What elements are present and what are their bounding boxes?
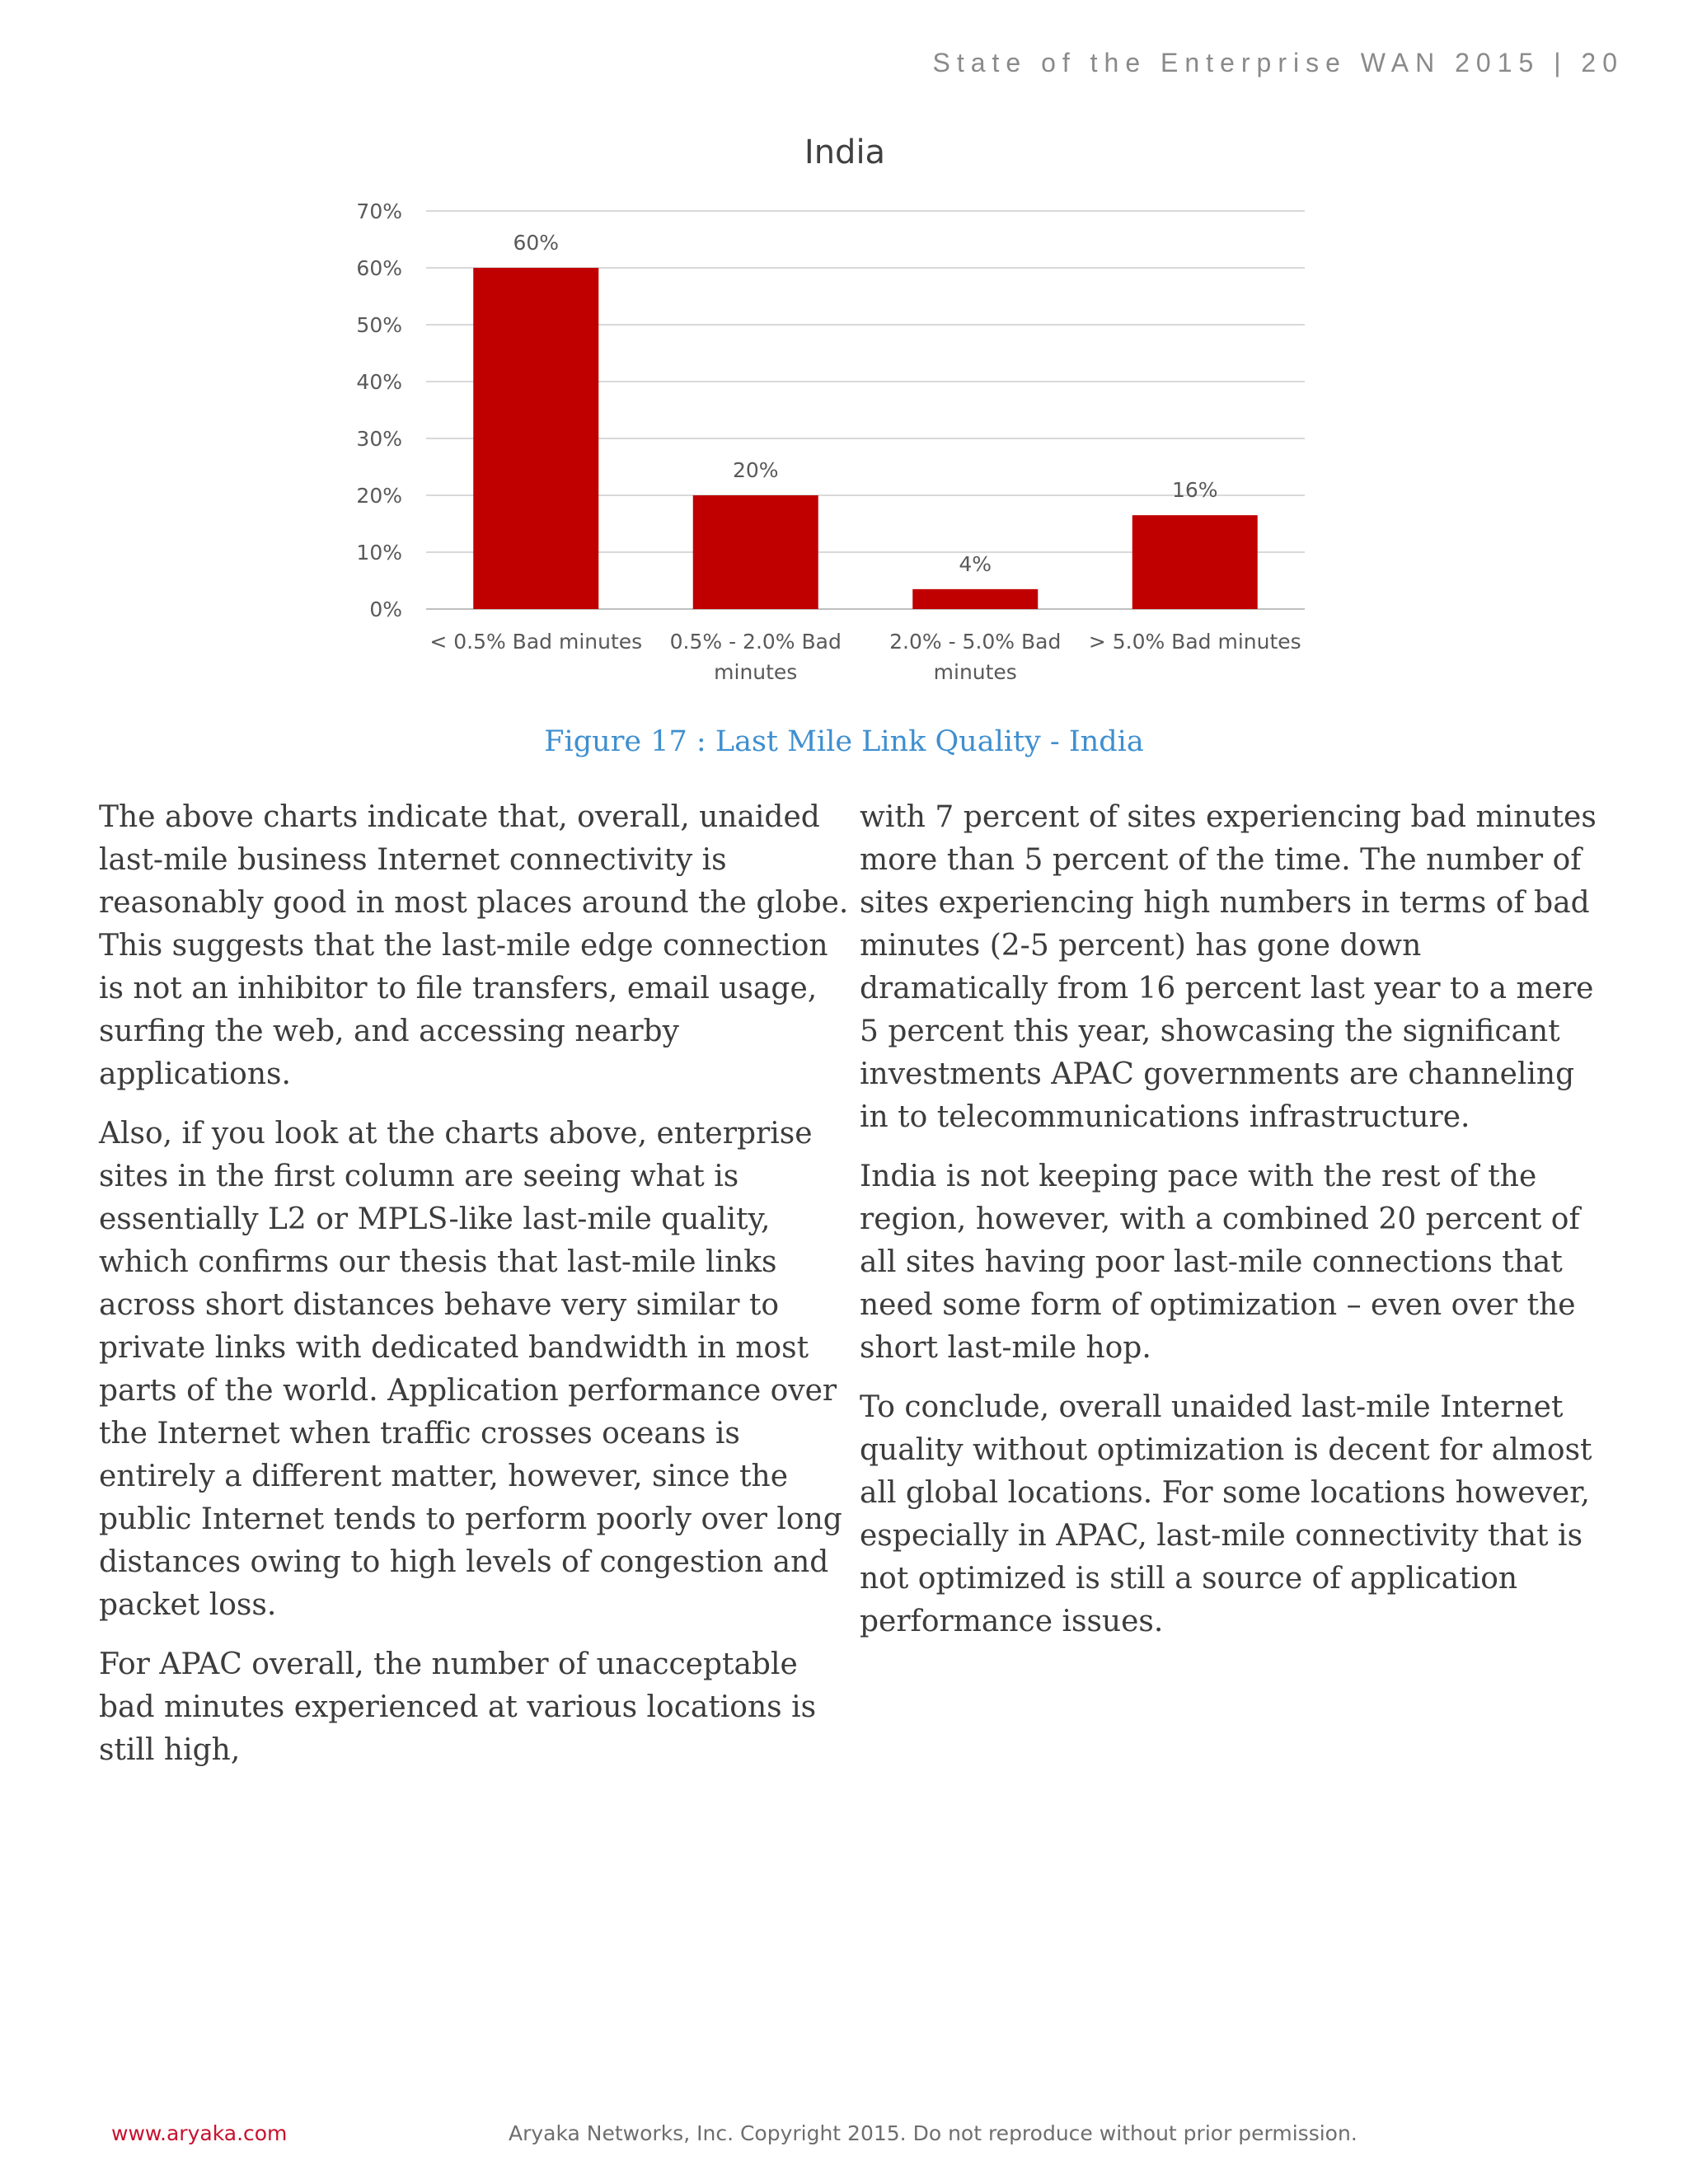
figure-caption: Figure 17 : Last Mile Link Quality - India (544, 725, 1144, 758)
x-tick-label: minutes (933, 660, 1017, 684)
paragraph: For APAC overall, the number of unacceptable bad minutes experienced at various locations is still high, (99, 1647, 817, 1767)
chart-title: India (804, 134, 886, 171)
y-tick-label: 40% (356, 370, 402, 394)
running-header: State of the Enterprise WAN 2015 | 20 (932, 48, 1624, 77)
website-link[interactable]: www.aryaka.com (111, 2121, 288, 2145)
paragraph: Also, if you look at the charts above, enterprise sites in the first column are seeing what is essentially L2 or MPLS-like last-mile quality, which confirms our thesis that last-mile links across short distances behave very similar to private links with dedicated bandwidth in most parts of the world. Application performance over the Internet when traffic crosses oceans is entirely a different matter, however, since the public Internet tends to perform poorly over long distances owing to high levels of congestion and packet loss. (99, 1117, 842, 1622)
x-tick-label: minutes (714, 660, 798, 684)
data-label: 4% (959, 551, 992, 576)
y-tick-label: 20% (356, 484, 402, 508)
y-tick-label: 30% (356, 427, 402, 451)
x-tick-label: 0.5% - 2.0% Bad (669, 630, 842, 654)
bar (912, 589, 1038, 609)
y-tick-label: 60% (356, 256, 402, 280)
paragraph: To conclude, overall unaided last-mile Internet quality without optimization is decent for almost all global locations. For some locations however, especially in APAC, last-mile connectivity that is not optimized is still a source of application performance issues. (860, 1390, 1592, 1638)
body-column-right (860, 796, 1601, 1660)
y-tick-label: 70% (356, 199, 402, 223)
paragraph: India is not keeping pace with the rest of the region, however, with a combined 20 percent of all sites having poor last-mile connections that need some form of optimization – even over the short last-mile hop. (860, 1160, 1580, 1365)
copyright-notice: Aryaka Networks, Inc. Copyright 2015. Do not reproduce without prior permission. (509, 2121, 1357, 2145)
data-label: 20% (732, 458, 779, 482)
x-tick-label: < 0.5% Bad minutes (429, 630, 643, 654)
y-tick-label: 0% (369, 598, 402, 621)
paragraph: with 7 percent of sites experiencing bad minutes more than 5 percent of the time. The number of sites experiencing high numbers in terms of bad minutes (2-5 percent) has gone down dramatically from 16 percent last year to a mere 5 percent this year, showcasing the significant investments APAC governments are channeling in to telecommunications infrastructure. (860, 800, 1597, 1134)
body-column-left (99, 796, 857, 1788)
paragraph: The above charts indicate that, overall, unaided last-mile business Internet connectivity is reasonably good in most places around the globe. This suggests that the last-mile edge connection is not an inhibitor to file transfers, email usage, surfing the web, and accessing nearby applications. (99, 800, 849, 1091)
bar-chart (0, 0, 1688, 709)
bar (693, 495, 818, 609)
data-label: 60% (513, 231, 560, 255)
y-tick-label: 10% (356, 541, 402, 565)
y-tick-label: 50% (356, 313, 402, 337)
x-tick-label: > 5.0% Bad minutes (1088, 630, 1301, 654)
x-tick-label: 2.0% - 5.0% Bad (889, 630, 1062, 654)
bar (1132, 515, 1258, 609)
bar (473, 268, 598, 609)
data-label: 16% (1171, 478, 1218, 503)
